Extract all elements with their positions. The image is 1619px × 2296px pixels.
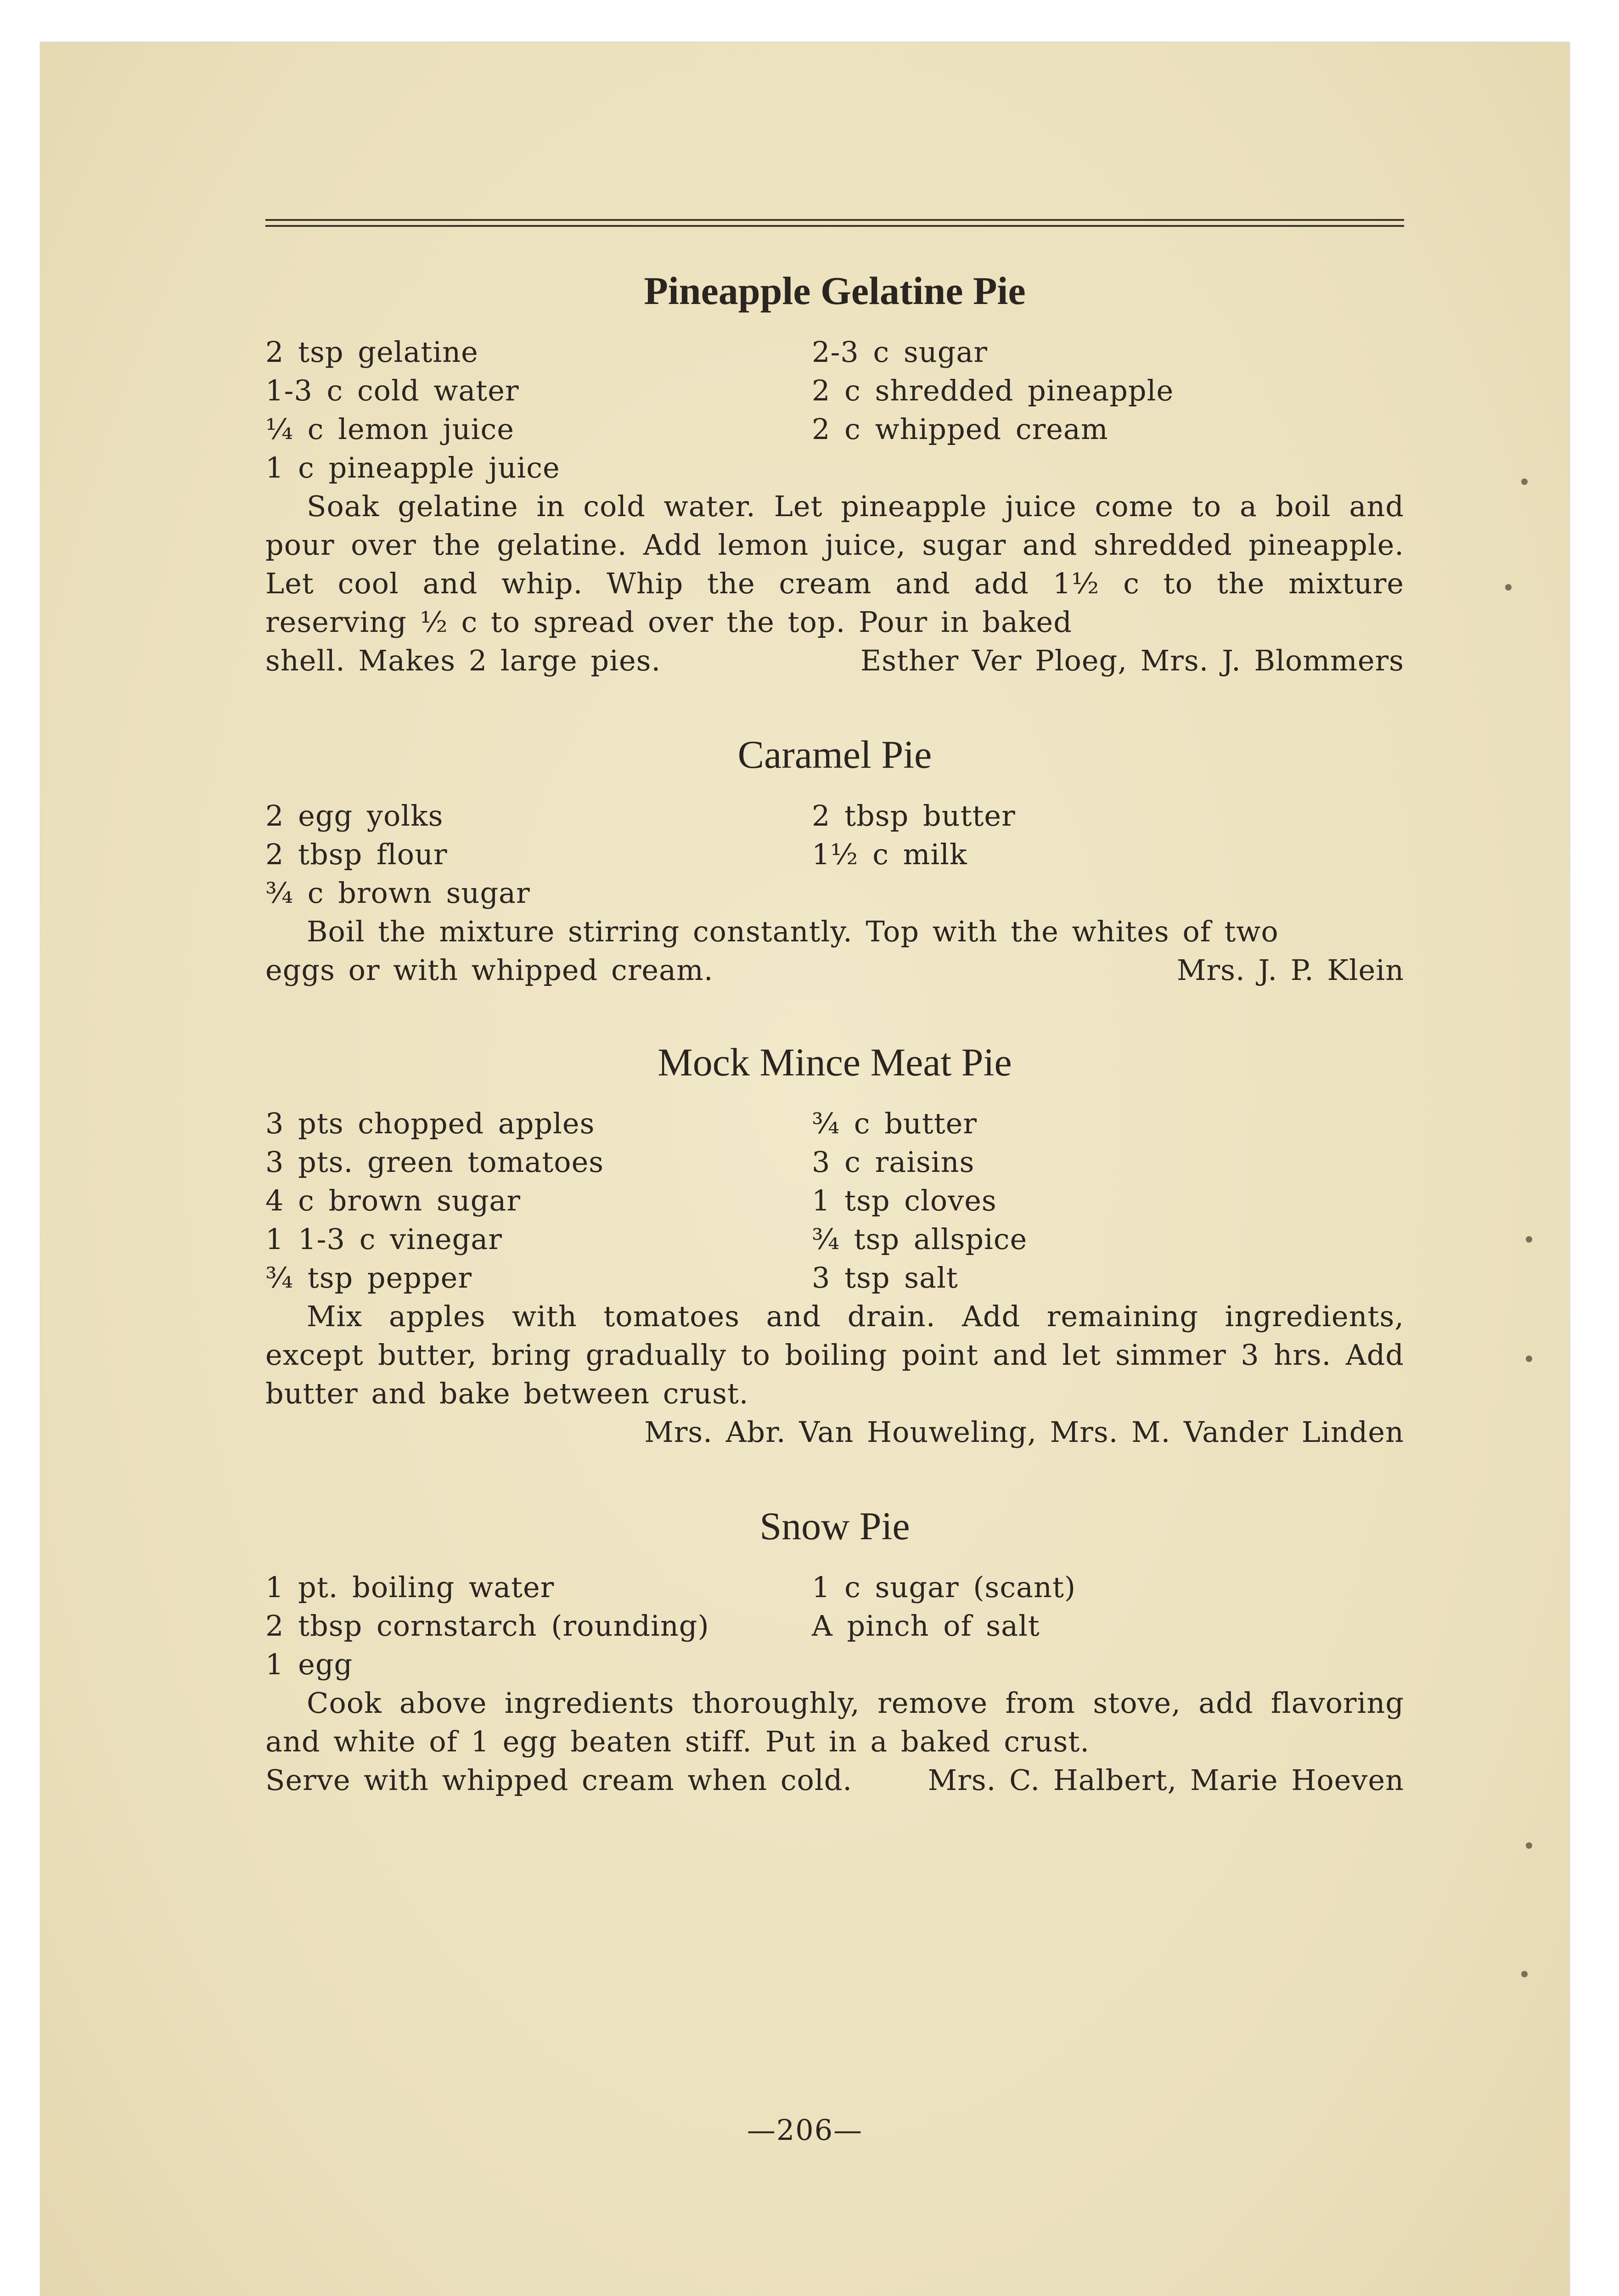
recipe-title: Mock Mince Meat Pie	[658, 1040, 1012, 1084]
ingredient: ¾ tsp allspice	[812, 1222, 1028, 1256]
ingredient: ¾ c brown sugar	[265, 876, 530, 910]
ingredient-list	[265, 333, 1404, 487]
recipe-credit: Mrs. C. Halbert, Marie Hoeven	[928, 1763, 1404, 1797]
ingredient: ¾ tsp pepper	[265, 1261, 472, 1295]
recipe-directions: Soak gelatine in cold water. Let pineapple juice come to a boil and pour over the gelatine. Add lemon juice, sugar and shredded pineapple. Let cool and whip. Whip the cream and add 1½ c to the mixture reserving ½ c to spread over the top. Pour in baked	[265, 490, 1404, 639]
directions-last-line: shell. Makes 2 large pies.	[265, 644, 661, 678]
recipe-snow-pie	[265, 1503, 1404, 1800]
header-double-rule	[265, 219, 1404, 231]
ingredient: 3 c raisins	[812, 1145, 975, 1179]
ingredient: 4 c brown sugar	[265, 1184, 521, 1218]
directions-last-line: Serve with whipped cream when cold.	[265, 1763, 853, 1797]
ingredient: 1½ c milk	[812, 838, 967, 872]
page-number: —206—	[747, 2113, 863, 2147]
recipe-directions: Mix apples with tomatoes and drain. Add remaining ingredients, except butter, bring gradually to boiling point and let simmer 3 hrs. Add butter and bake between crust.	[265, 1300, 1404, 1411]
paper-speck	[1526, 1842, 1532, 1849]
ingredient: ¼ c lemon juice	[265, 412, 514, 446]
ingredient: ¾ c butter	[812, 1107, 978, 1141]
ingredient: 3 pts. green tomatoes	[265, 1145, 604, 1179]
recipe-title: Caramel Pie	[737, 732, 932, 777]
ingredient: A pinch of salt	[812, 1609, 1040, 1643]
recipe-directions: Cook above ingredients thoroughly, remove from stove, add flavoring and white of 1 egg beaten stiff. Put in a baked crust.	[265, 1686, 1404, 1759]
ingredient: 2 egg yolks	[265, 799, 444, 833]
ingredient: 1 1-3 c vinegar	[265, 1222, 502, 1256]
recipe-title: Pineapple Gelatine Pie	[644, 269, 1026, 313]
recipe-caramel-pie	[265, 731, 1404, 990]
recipe-credit: Mrs. J. P. Klein	[1177, 953, 1404, 987]
recipe-credit: Mrs. Abr. Van Houweling, Mrs. M. Vander Linden	[644, 1415, 1404, 1449]
ingredient: 1 tsp cloves	[812, 1184, 997, 1218]
paper-speck	[1521, 478, 1528, 485]
recipe-pineapple-gelatine-pie	[265, 267, 1404, 680]
ingredient: 2 tbsp butter	[812, 799, 1016, 833]
recipe-credit: Esther Ver Ploeg, Mrs. J. Blommers	[860, 644, 1404, 678]
ingredient: 3 pts chopped apples	[265, 1107, 595, 1141]
recipe-mock-mince-meat-pie	[265, 1039, 1404, 1452]
ingredient-list	[265, 797, 1404, 912]
rule-line	[265, 219, 1404, 221]
ingredient-list	[265, 1104, 1404, 1297]
ingredient: 1 egg	[265, 1648, 353, 1682]
ingredient: 2 c shredded pineapple	[812, 374, 1174, 408]
credit-line	[265, 1761, 1404, 1800]
ingredient: 2 tbsp cornstarch (rounding)	[265, 1609, 709, 1643]
cookbook-page	[40, 42, 1569, 2296]
ingredient: 2 tbsp flour	[265, 838, 448, 872]
credit-line	[265, 951, 1404, 990]
paper-speck	[1505, 584, 1512, 591]
ingredient: 1-3 c cold water	[265, 374, 519, 408]
credit-line	[265, 642, 1404, 680]
rule-line	[265, 225, 1404, 227]
ingredient: 2-3 c sugar	[812, 335, 988, 369]
ingredient: 3 tsp salt	[812, 1261, 958, 1295]
ingredient: 1 c sugar (scant)	[812, 1570, 1076, 1604]
ingredient: 1 c pineapple juice	[265, 451, 560, 485]
recipe-directions: Boil the mixture stirring constantly. Top with the whites of two	[307, 915, 1279, 949]
paper-speck	[1521, 1971, 1528, 1977]
ingredient: 2 c whipped cream	[812, 412, 1108, 446]
ingredient: 1 pt. boiling water	[265, 1570, 555, 1604]
recipe-title: Snow Pie	[759, 1504, 910, 1548]
paper-speck	[1526, 1356, 1532, 1362]
directions-last-line: eggs or with whipped cream.	[265, 953, 714, 987]
paper-speck	[1526, 1236, 1532, 1243]
ingredient: 2 tsp gelatine	[265, 335, 478, 369]
ingredient-list	[265, 1568, 1404, 1684]
